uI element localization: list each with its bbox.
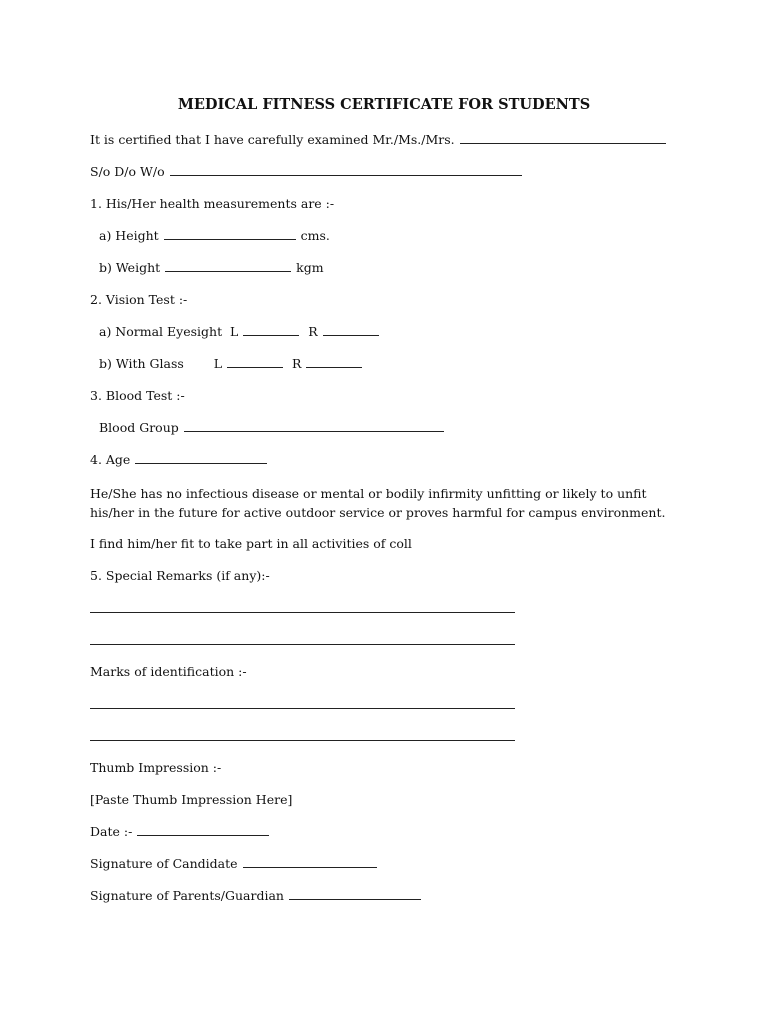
glass-right-label: R	[292, 356, 302, 371]
with-glass-label: b) With Glass	[99, 356, 184, 371]
normal-left-blank-field[interactable]	[243, 324, 299, 336]
identification-blank-line-1[interactable]	[90, 708, 515, 709]
normal-eyesight-line	[99, 324, 380, 340]
height-unit: cms.	[300, 228, 330, 243]
normal-left-label: L	[230, 324, 239, 339]
section3-heading: 3. Blood Test :-	[90, 388, 185, 403]
disease-statement: He/She has no infectious disease or mental or bodily infirmity unfitting or likely to unfit his/her in the future for active outdoor service or proves harmful for campus environment.	[90, 486, 666, 520]
relation-line	[90, 164, 523, 180]
weight-unit: kgm	[296, 260, 324, 275]
candidate-signature-label: Signature of Candidate	[90, 856, 238, 871]
blood-group-label: Blood Group	[99, 420, 179, 435]
thumb-impression-heading: Thumb Impression :-	[90, 760, 222, 775]
certify-text: It is certified that I have carefully examined Mr./Ms./Mrs.	[90, 132, 455, 147]
page-title: MEDICAL FITNESS CERTIFICATE FOR STUDENTS	[177, 96, 591, 113]
weight-label: b) Weight	[99, 260, 161, 275]
identification-blank-line-2[interactable]	[90, 740, 515, 741]
blood-group-blank-field[interactable]	[184, 420, 444, 432]
normal-right-blank-field[interactable]	[323, 324, 379, 336]
date-line	[90, 824, 270, 840]
age-label: 4. Age	[90, 452, 131, 467]
glass-left-label: L	[213, 356, 223, 371]
guardian-signature-blank-field[interactable]	[289, 888, 421, 900]
date-label: Date :-	[90, 824, 133, 839]
section2-heading: 2. Vision Test :-	[90, 292, 188, 307]
age-line	[90, 452, 268, 468]
thumb-impression-placeholder: [Paste Thumb Impression Here]	[90, 792, 293, 807]
normal-right-label: R	[308, 324, 318, 339]
certify-line	[90, 132, 667, 148]
remarks-blank-line-2[interactable]	[90, 644, 515, 645]
date-blank-field[interactable]	[137, 824, 269, 836]
weight-blank-field[interactable]	[165, 260, 291, 272]
section1-heading: 1. His/Her health measurements are :-	[90, 196, 335, 211]
identification-heading: Marks of identification :-	[90, 664, 247, 679]
candidate-signature-line	[90, 856, 378, 872]
relation-label: S/o D/o W/o	[90, 164, 165, 179]
relation-blank-field[interactable]	[170, 164, 522, 176]
fit-statement: I find him/her fit to take part in all activities of coll	[90, 536, 412, 551]
candidate-signature-blank-field[interactable]	[243, 856, 377, 868]
height-blank-field[interactable]	[164, 228, 296, 240]
normal-eyesight-label: a) Normal Eyesight	[99, 324, 223, 339]
glass-right-blank-field[interactable]	[306, 356, 362, 368]
height-line	[99, 228, 330, 244]
glass-left-blank-field[interactable]	[227, 356, 283, 368]
section5-heading: 5. Special Remarks (if any):-	[90, 568, 270, 583]
weight-line	[99, 260, 324, 276]
remarks-blank-line-1[interactable]	[90, 612, 515, 613]
with-glass-line	[99, 356, 363, 372]
guardian-signature-line	[90, 888, 422, 904]
height-label: a) Height	[99, 228, 159, 243]
age-blank-field[interactable]	[135, 452, 267, 464]
blood-group-line	[99, 420, 445, 436]
guardian-signature-label: Signature of Parents/Guardian	[90, 888, 284, 903]
name-blank-field[interactable]	[460, 132, 666, 144]
